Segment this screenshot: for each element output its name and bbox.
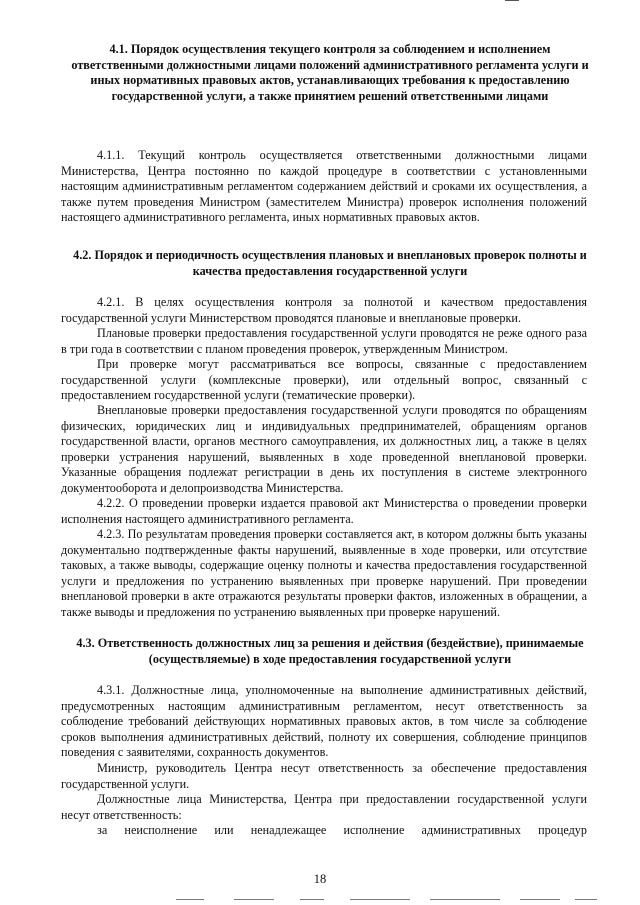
scan-artifact-line xyxy=(300,899,324,900)
scan-artifact-top xyxy=(505,0,519,1)
page-number: 18 xyxy=(313,872,327,886)
scan-artifact-line xyxy=(234,899,274,900)
paragraph-minister-responsibility: Министр, руководитель Центра несут ответственность за обеспечение предоставления государственной услуги. xyxy=(61,761,587,791)
scan-artifact-line xyxy=(176,899,204,900)
paragraph-4-2-1: 4.2.1. В целях осуществления контроля за полнотой и качеством предоставления государственной услуги Министерством проводятся плановые и внеплановые проверки. xyxy=(61,295,587,325)
paragraph-check-scope: При проверке могут рассматриваться все вопросы, связанные с предоставлением государственной услуги (комплексные проверки), или отдельный вопрос, связанный с предоставлением государственной услуги (тематические проверки). xyxy=(61,357,587,402)
paragraph-4-1-1: 4.1.1. Текущий контроль осуществляется ответственными должностными лицами Министерства, Центра постоянно по каждой процедуре в соответствии с установленными настоящим административным регламентом содержанием действий и сроками их осуществления, а также путем проведения Министром (заместителем Министра) проверок исполнения положений настоящего административного регламента, иных нормативных правовых актов. xyxy=(61,148,587,224)
paragraph-planned-checks: Плановые проверки предоставления государственной услуги проводятся не реже одного раза в три года в соответствии с планом проведения проверок, утвержденным Министром. xyxy=(61,326,587,356)
section-heading-4-2: 4.2. Порядок и периодичность осуществления плановых и внеплановых проверок полноты и качества предоставления государственной услуги xyxy=(73,248,587,278)
section-heading-4-3: 4.3. Ответственность должностных лиц за решения и действия (бездействие), принимаемые (осуществляемые) в ходе предоставления государственной услуги xyxy=(76,636,584,666)
scan-artifact-line xyxy=(430,899,500,900)
paragraph-officials-responsibility: Должностные лица Министерства, Центра при предоставлении государственной услуги несут ответственность: xyxy=(61,792,587,822)
paragraph-4-3-1: 4.3.1. Должностные лица, уполномоченные на выполнение административных действий, предусмотренных настоящим административным регламентом, несут ответственность за соблюдение требований действующих нормативных правовых актов, в том числе за соблюдение сроков выполнения административных действий, полноту их совершения, соблюдение принципов поведения с заявителями, сохранность документов. xyxy=(61,683,587,759)
scan-artifact-line xyxy=(520,899,560,900)
paragraph-4-2-3: 4.2.3. По результатам проведения проверки составляется акт, в котором должны быть указаны документально подтвержденные факты нарушений, выявленные в ходе проверки, или отсутствие таковых, а также выводы, содержащие оценку полноты и качества предоставления государственной услуги и предложения по устранению выявленных при проверке нарушений. При проведении внеплановой проверки в акте отражаются результаты проверки фактов, изложенных в обращении, а также выводы и предложения по устранению выявленных при проверке нарушений. xyxy=(61,527,587,619)
scan-artifact-line xyxy=(350,899,410,900)
scan-artifact-line xyxy=(575,899,597,900)
section-heading-4-1: 4.1. Порядок осуществления текущего контроля за соблюдением и исполнением ответственными должностными лицами положений административного регламента услуги и иных нормативных правовых актов, устанавливающих требования к предоставлению государственной услуги, а также принятием решений ответственными лицами xyxy=(71,42,589,103)
paragraph-unplanned-checks: Внеплановые проверки предоставления государственной услуги проводятся по обращениям физических, юридических лиц и индивидуальных предпринимателей, обращениям органов государственной власти, органов местного самоуправления, их должностных лиц, а также в целях проверки устранения нарушений, выявленных в ходе проведенной внеплановой проверки. Указанные обращения подлежат регистрации в день их поступления в системе электронного документооборота и делопроизводства Министерства. xyxy=(61,403,587,495)
paragraph-4-2-2: 4.2.2. О проведении проверки издается правовой акт Министерства о проведении проверки исполнения настоящего административного регламента. xyxy=(61,496,587,526)
paragraph-nonperformance: за неисполнение или ненадлежащее исполнение административных процедур xyxy=(97,823,587,837)
